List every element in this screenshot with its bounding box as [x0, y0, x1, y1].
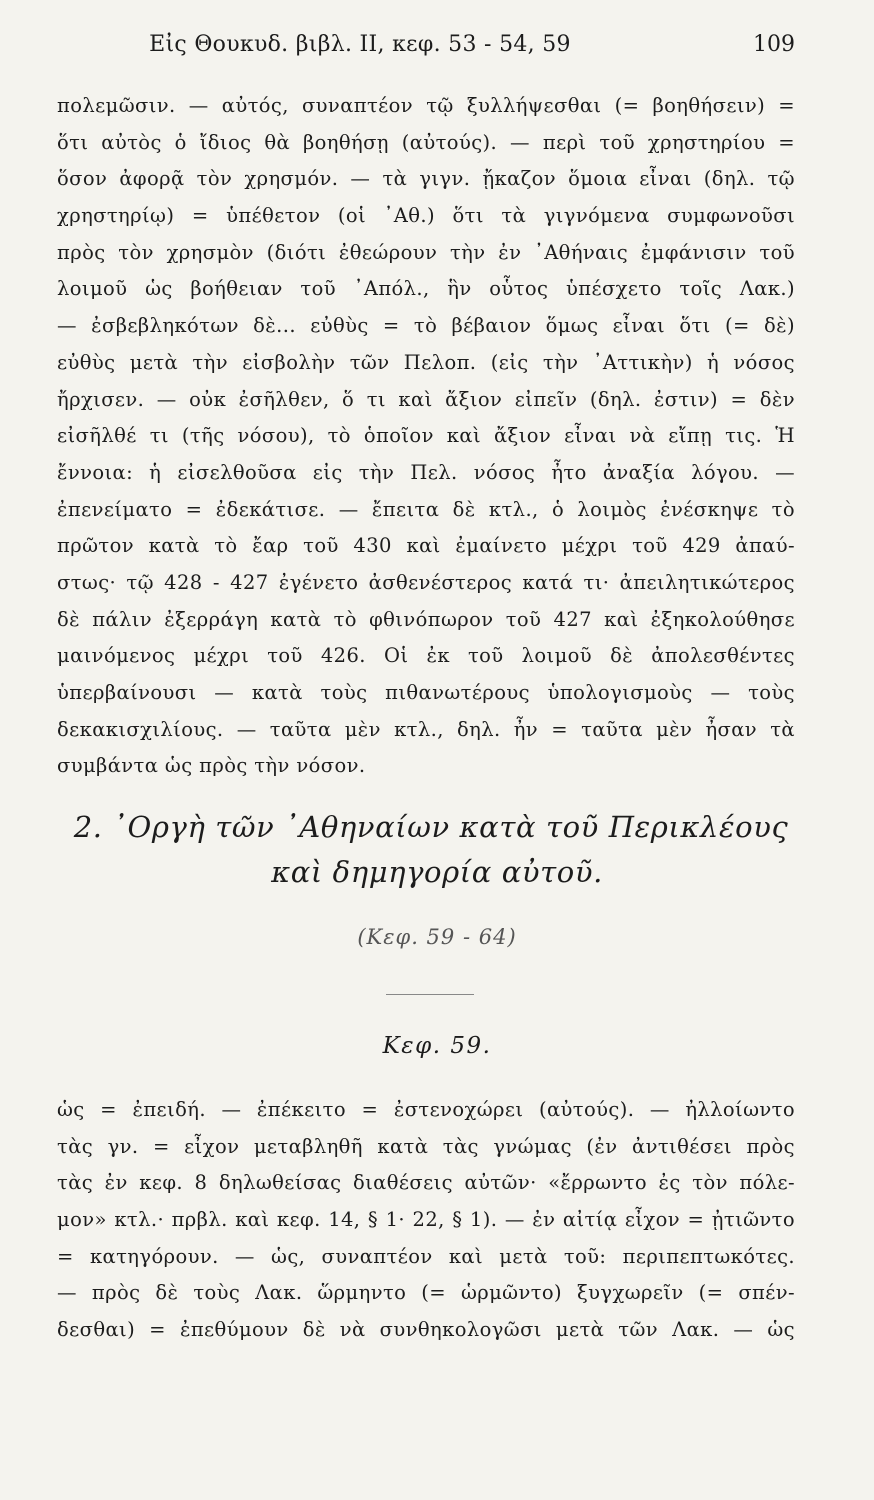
- running-title: Εἰς Θουκυδ. βιβλ. ΙΙ, κεφ. 53 - 54, 59: [149, 32, 571, 57]
- text-line: συμβάντα ὡς πρὸς τὴν νόσον.: [57, 754, 366, 778]
- commentary-bottom: [57, 1092, 795, 1349]
- chapter-range: (Κεφ. 59 - 64): [357, 925, 517, 949]
- text-line: ἤρχισεν. — οὐκ ἐσῆλθεν, ὅ τι καὶ ἄξιον εἰπεῖν (δηλ. ἐστιν) = δὲν: [57, 387, 795, 411]
- text-line: ὡς = ἐπειδή. — ἐπέκειτο = ἐστενοχώρει (αὐτούς). — ἠλλοίωντο: [57, 1098, 795, 1121]
- text-line: ἔννοια: ἡ εἰσελθοῦσα εἰς τὴν Πελ. νόσος ἦτο ἀναξία λόγου. —: [57, 460, 795, 484]
- text-line: δὲ πάλιν ἐξερράγη κατὰ τὸ φθινόπωρον τοῦ 427 καὶ ἐξηκολούθησε: [57, 607, 795, 631]
- page-number: 109: [753, 32, 795, 57]
- text-line: πρῶτον κατὰ τὸ ἔαρ τοῦ 430 καὶ ἐμαίνετο μέχρι τοῦ 429 ἀπαύ-: [57, 534, 795, 558]
- divider-rule: [386, 994, 474, 995]
- text-line: τὰς ἐν κεφ. 8 δηλωθείσας διαθέσεις αὐτῶν· «ἔρρωντο ἐς τὸν πόλε-: [57, 1171, 795, 1195]
- section-heading-line2: καὶ δημηγορία αὐτοῦ.: [271, 855, 603, 889]
- text-line: εἰσῆλθέ τι (τῆς νόσου), τὸ ὁποῖον καὶ ἄξιον εἶναι νὰ εἴπῃ τις. Ἡ: [57, 424, 795, 448]
- chapter-title: Κεφ. 59.: [382, 1033, 492, 1059]
- text-line: μαινόμενος μέχρι τοῦ 426. Οἱ ἐκ τοῦ λοιμοῦ δὲ ἀπολεσθέντες: [57, 644, 795, 668]
- text-line: ἐπενείματο = ἐδεκάτισε. — ἔπειτα δὲ κτλ., ὁ λοιμὸς ἐνέσκηψε τὸ: [57, 497, 795, 521]
- commentary-top: [57, 88, 795, 785]
- text-line: πολεμῶσιν. — αὐτός, συναπτέον τῷ ξυλλήψεσθαι (= βοηθήσειν) =: [57, 94, 795, 117]
- text-line: μον» κτλ.· πρβλ. καὶ κεφ. 14, § 1· 22, § 1). — ἐν αἰτίᾳ εἶχον = ᾐτιῶντο: [57, 1208, 795, 1232]
- text-line: ὅτι αὐτὸς ὁ ἴδιος θὰ βοηθήσῃ (αὐτούς). — περὶ τοῦ χρηστηρίου =: [57, 130, 795, 154]
- text-line: τὰς γν. = εἶχον μεταβληθῆ κατὰ τὰς γνώμας (ἐν ἀντιθέσει πρὸς: [57, 1134, 795, 1158]
- text-line: λοιμοῦ ὡς βοήθειαν τοῦ ᾿Απόλ., ἣν οὗτος ὑπέσχετο τοῖς Λακ.): [57, 277, 795, 301]
- text-line: στως· τῷ 428 - 427 ἐγένετο ἀσθενέστερος κατά τι· ἀπειλητικώτερος: [57, 570, 795, 594]
- text-line: — πρὸς δὲ τοὺς Λακ. ὥρμηντο (= ὡρμῶντο) ξυγχωρεῖν (= σπέν-: [57, 1281, 795, 1305]
- text-line: δεκακισχιλίους. — ταῦτα μὲν κτλ., δηλ. ἦν = ταῦτα μὲν ἦσαν τὰ: [57, 717, 795, 741]
- section-heading-line1: 2. ᾿Οργὴ τῶν ᾿Αθηναίων κατὰ τοῦ Περικλέους: [73, 810, 789, 844]
- text-line: ὅσον ἀφορᾷ τὸν χρησμόν. — τὰ γιγν. ᾔκαζον ὅμοια εἶναι (δηλ. τῷ: [57, 167, 795, 191]
- running-head: [60, 32, 795, 62]
- text-line: ὑπερβαίνουσι — κατὰ τοὺς πιθανωτέρους ὑπολογισμοὺς — τοὺς: [57, 681, 795, 704]
- text-line: πρὸς τὸν χρησμὸν (διότι ἐθεώρουν τὴν ἐν ᾿Αθήναις ἐμφάνισιν τοῦ: [57, 240, 795, 264]
- text-line: χρηστηρίῳ) = ὑπέθετον (οἱ ᾿Αθ.) ὅτι τὰ γιγνόμενα συμφωνοῦσι: [57, 204, 795, 228]
- text-line: — ἐσβεβληκότων δὲ... εὐθὺς = τὸ βέβαιον ὅμως εἶναι ὅτι (= δὲ): [57, 314, 795, 338]
- text-line: δεσθαι) = ἐπεθύμουν δὲ νὰ συνθηκολογῶσι μετὰ τῶν Λακ. — ὡς: [57, 1318, 795, 1342]
- text-line: = κατηγόρουν. — ὡς, συναπτέον καὶ μετὰ τοῦ: περιπεπτωκότες.: [57, 1244, 795, 1268]
- text-line: εὐθὺς μετὰ τὴν εἰσβολὴν τῶν Πελοπ. (εἰς τὴν ᾿Αττικὴν) ἡ νόσος: [57, 350, 795, 374]
